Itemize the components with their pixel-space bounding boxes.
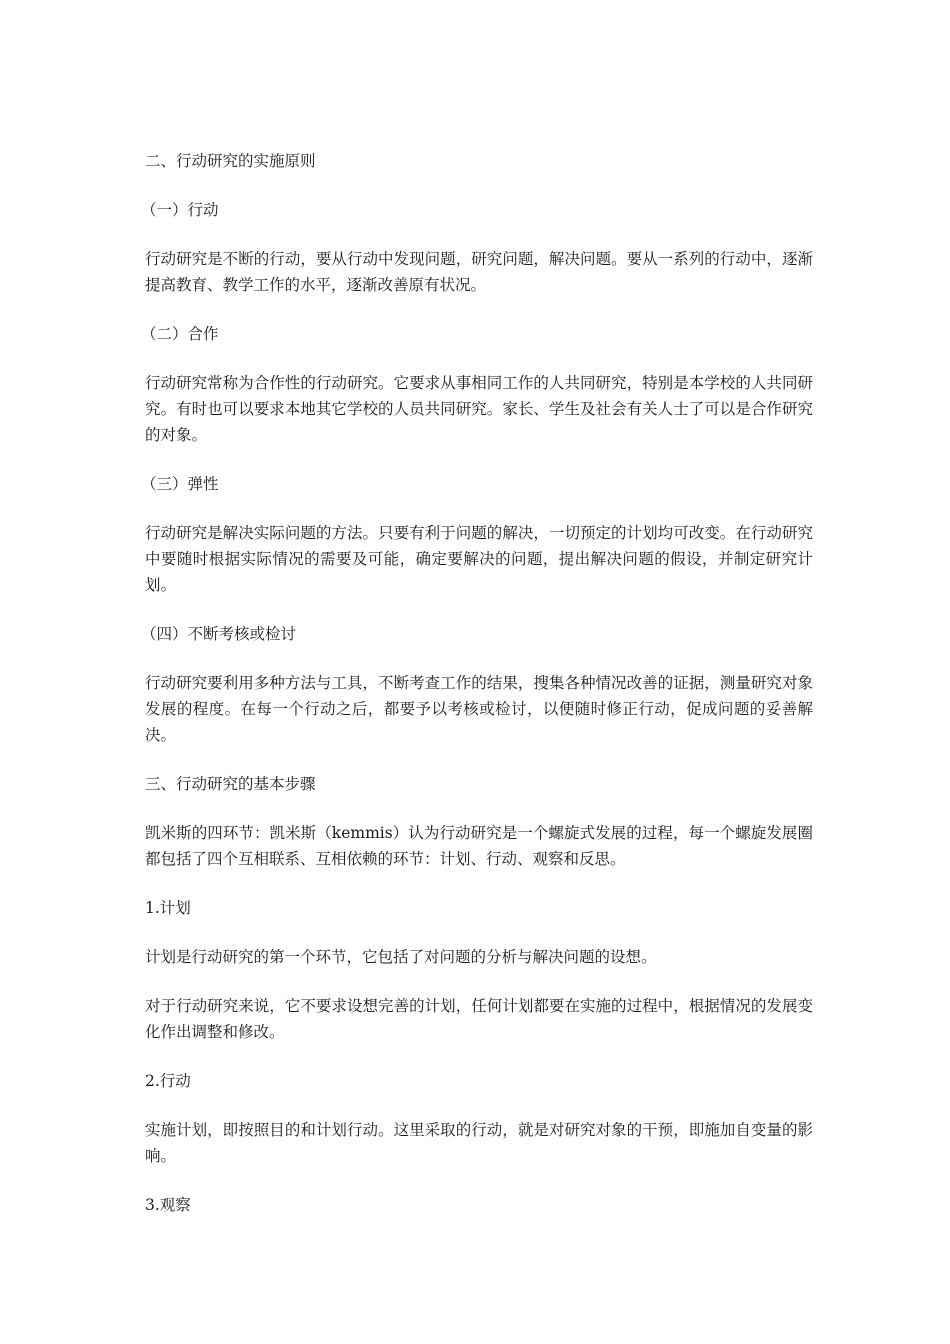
paragraph-flexibility: 行动研究是解决实际问题的方法。只要有利于问题的解决，一切预定的计划均可改变。在行动研究中要随时根据实际情况的需要及可能，确定要解决的问题，提出解决问题的假设，并制定研究计划。 bbox=[145, 524, 813, 594]
step-heading-observe: 3.观察 bbox=[145, 1196, 191, 1214]
step-heading-act: 2.行动 bbox=[145, 1072, 191, 1090]
subheading-action: （一）行动 bbox=[141, 201, 219, 219]
paragraph-action: 行动研究是不断的行动，要从行动中发现问题，研究问题，解决问题。要从一系列的行动中，逐渐提高教育、教学工作的水平，逐渐改善原有状况。 bbox=[145, 250, 813, 294]
paragraph-kemmis: 凯米斯的四环节：凯米斯（kemmis）认为行动研究是一个螺旋式发展的过程，每一个螺旋发展圈都包括了四个互相联系、互相依赖的环节：计划、行动、观察和反思。 bbox=[145, 824, 813, 868]
paragraph-review: 行动研究要利用多种方法与工具，不断考查工作的结果，搜集各种情况改善的证据，测量研究对象发展的程度。在每一个行动之后，都要予以考核或检讨，以便随时修正行动，促成问题的妥善解决。 bbox=[145, 674, 813, 744]
paragraph-cooperation: 行动研究常称为合作性的行动研究。它要求从事相同工作的人共同研究，特别是本学校的人共同研究。有时也可以要求本地其它学校的人员共同研究。家长、学生及社会有关人士了可以是合作研究的对象。 bbox=[145, 374, 813, 444]
subheading-review: （四）不断考核或检讨 bbox=[141, 625, 297, 643]
paragraph-plan-1: 计划是行动研究的第一个环节，它包括了对问题的分析与解决问题的设想。 bbox=[145, 948, 657, 966]
section-heading-steps: 三、行动研究的基本步骤 bbox=[145, 775, 316, 793]
subheading-flexibility: （三）弹性 bbox=[141, 475, 219, 493]
paragraph-act: 实施计划，即按照目的和计划行动。这里采取的行动，就是对研究对象的干预，即施加自变量的影响。 bbox=[145, 1121, 813, 1165]
step-heading-plan: 1.计划 bbox=[145, 899, 191, 917]
paragraph-plan-2: 对于行动研究来说，它不要求设想完善的计划，任何计划都要在实施的过程中，根据情况的发展变化作出调整和修改。 bbox=[145, 997, 813, 1041]
section-heading-principles: 二、行动研究的实施原则 bbox=[145, 152, 316, 170]
subheading-cooperation: （二）合作 bbox=[141, 325, 219, 343]
document-page bbox=[141, 148, 813, 1241]
